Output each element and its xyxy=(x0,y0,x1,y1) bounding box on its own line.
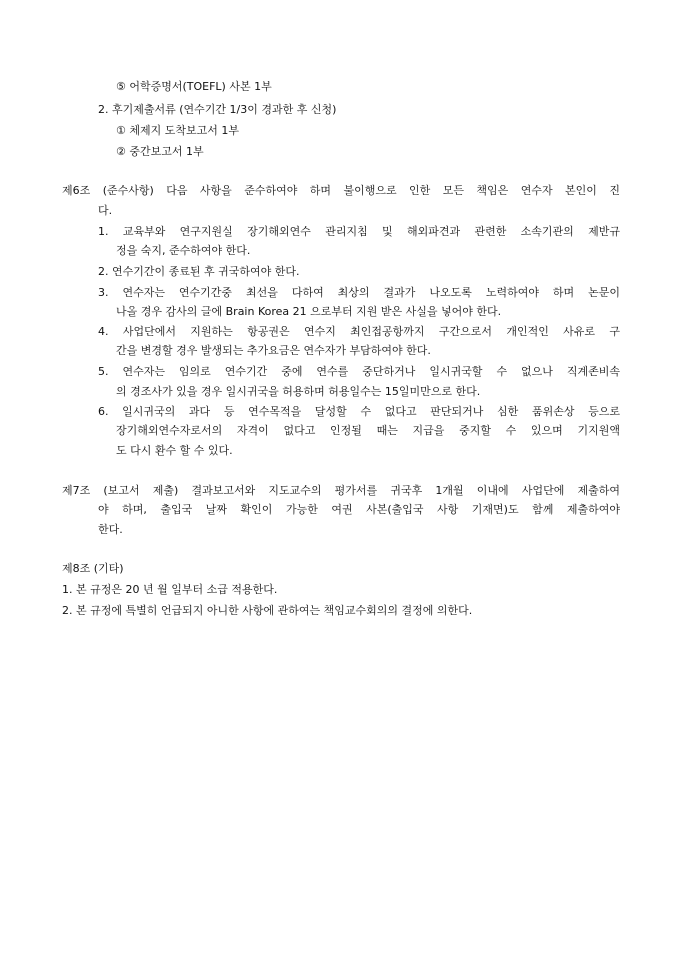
article-6-item-1-cont: 정을 숙지, 준수하여야 한다. xyxy=(116,244,251,257)
article-6-item-3: 3. 연수자는 연수기간중 최선을 다하여 최상의 결과가 나오도록 노력하여야 하며 논문이 xyxy=(98,286,620,299)
article-6-item-4: 4. 사업단에서 지원하는 항공권은 연수지 최인접공항까지 구간으로서 개인적인 사유로 구 xyxy=(98,325,620,338)
sub-item-arrival-report: ① 체제지 도착보고서 1부 xyxy=(116,124,239,137)
article-6-item-5: 5. 연수자는 임의로 연수기간 중에 연수를 중단하거나 일시귀국할 수 없으나 직계존비속 xyxy=(98,365,620,378)
article-8-item-2: 2. 본 규정에 특별히 언급되지 아니한 사항에 관하여는 책임교수회의의 결정에 의한다. xyxy=(62,604,473,617)
item-5-language-certificate: ⑤ 어학증명서(TOEFL) 사본 1부 xyxy=(116,80,272,93)
article-6-item-2: 2. 연수기간이 종료된 후 귀국하여야 한다. xyxy=(98,265,300,278)
article-6-item-5-cont: 의 경조사가 있을 경우 일시귀국을 허용하며 허용일수는 15일미만으로 한다. xyxy=(116,385,481,398)
article-7-heading: 제7조 (보고서 제출) 결과보고서와 지도교수의 평가서를 귀국후 1개월 이내에 사업단에 제출하여 xyxy=(62,484,620,497)
article-6-heading: 제6조 (준수사항) 다음 사항을 준수하여야 하며 불이행으로 인한 모든 책임은 연수자 본인이 진 xyxy=(62,184,620,197)
article-6-item-1: 1. 교육부와 연구지원실 장기해외연수 관리지침 및 해외파견과 관련한 소속기관의 제반규 xyxy=(98,225,620,238)
article-6-heading-cont: 다. xyxy=(98,204,113,217)
article-8-heading: 제8조 (기타) xyxy=(62,562,124,575)
article-7-cont: 야 하며, 출입국 날짜 확인이 가능한 여권 사본(출입국 사항 기재면)도 함께 제출하여야 xyxy=(98,503,620,516)
article-6-item-6-cont: 장기해외연수자로서의 자격이 없다고 인정될 때는 지급을 중지할 수 있으며 기지원액 xyxy=(116,424,620,437)
article-6-item-4-cont: 간을 변경할 경우 발생되는 추가요금은 연수자가 부담하여야 한다. xyxy=(116,344,431,357)
article-7-cont-2: 한다. xyxy=(98,523,123,536)
item-2-later-documents: 2. 후기제출서류 (연수기간 1/3이 경과한 후 신청) xyxy=(98,103,337,116)
article-6-item-6: 6. 일시귀국의 과다 등 연수목적을 달성할 수 없다고 판단되거나 심한 품위손상 등으로 xyxy=(98,405,620,418)
article-6-item-3-cont: 나올 경우 감사의 글에 Brain Korea 21 으로부터 지원 받은 사실을 넣어야 한다. xyxy=(116,305,502,318)
article-6-item-6-cont-2: 도 다시 환수 할 수 있다. xyxy=(116,444,233,457)
sub-item-interim-report: ② 중간보고서 1부 xyxy=(116,145,204,158)
article-8-item-1: 1. 본 규정은 20 년 월 일부터 소급 적용한다. xyxy=(62,583,278,596)
